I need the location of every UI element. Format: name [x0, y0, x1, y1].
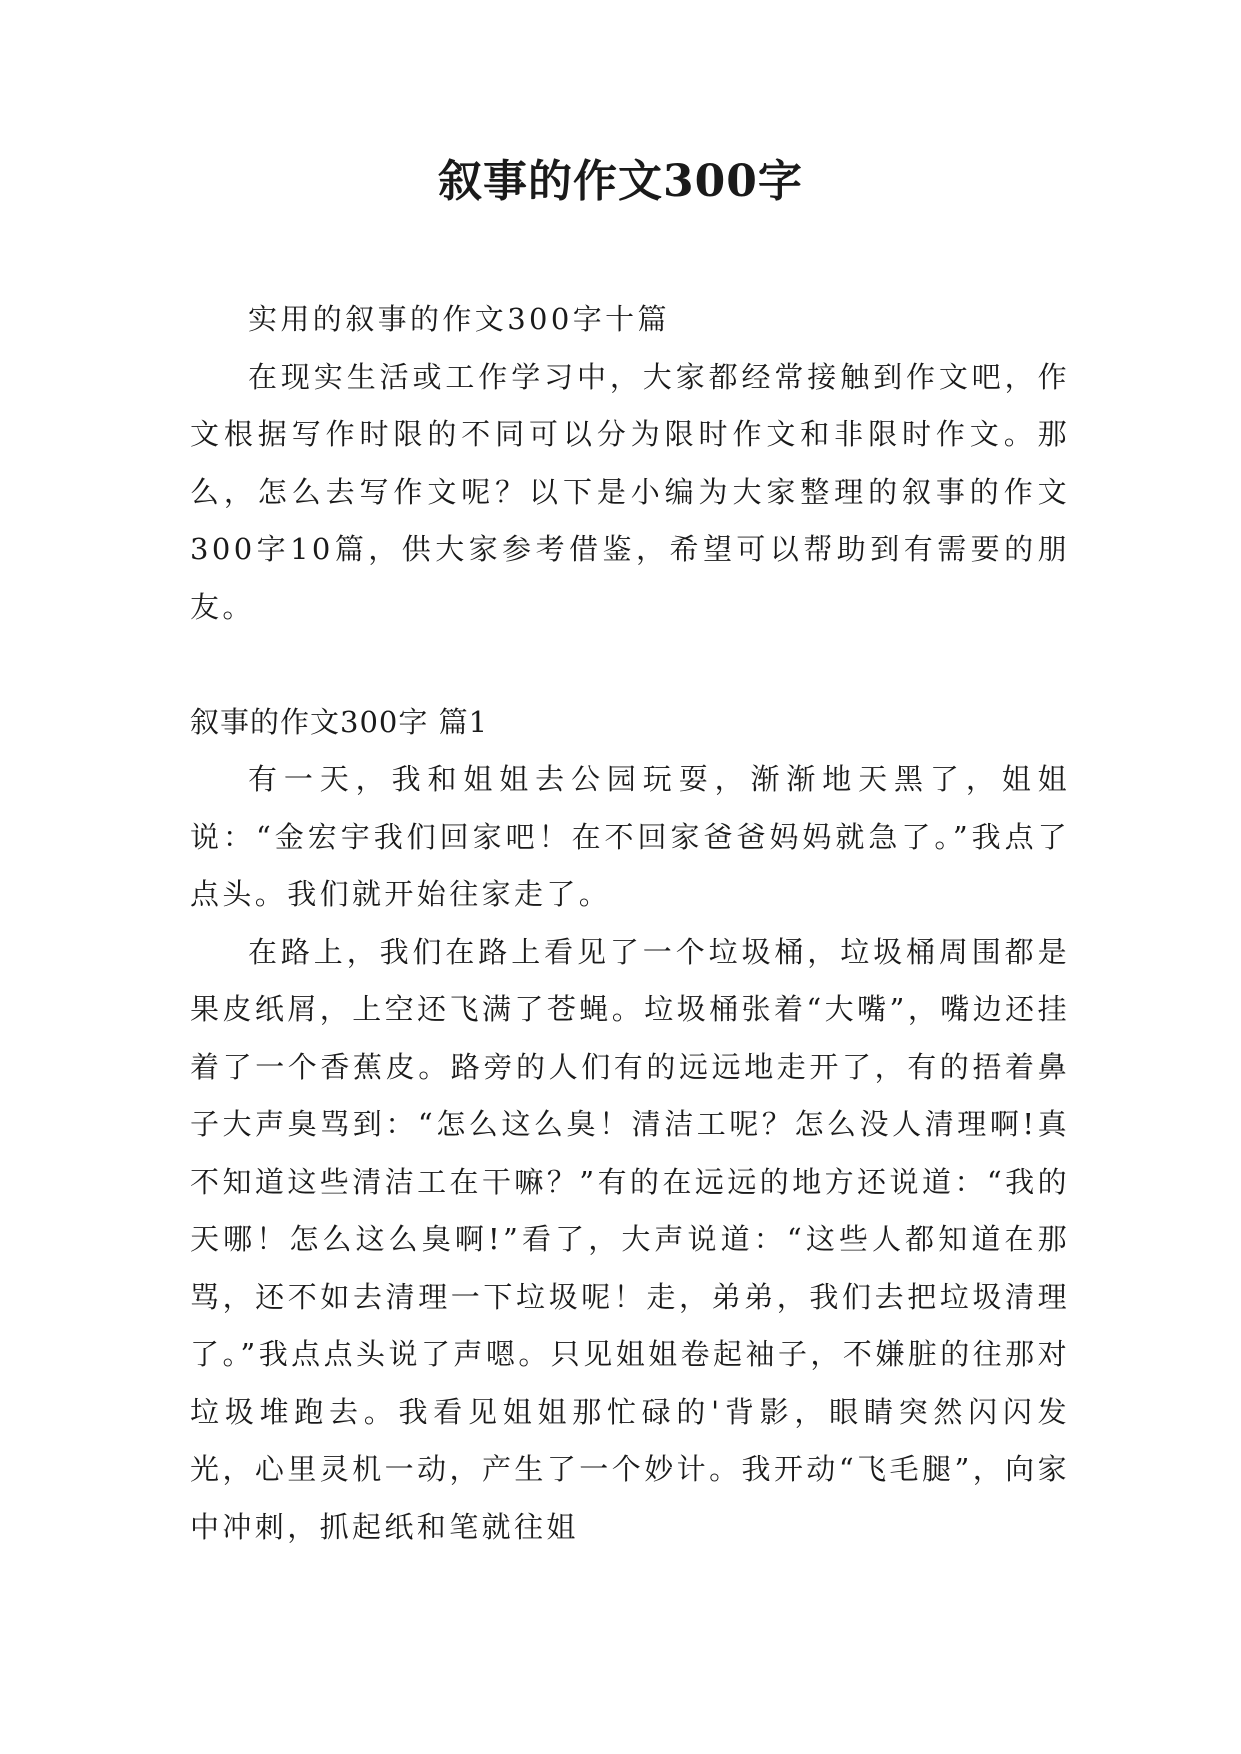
intro-paragraph: 在现实生活或工作学习中，大家都经常接触到作文吧，作文根据写作时限的不同可以分为限时作文和非限时作文。那么，怎么去写作文呢？以下是小编为大家整理的叙事的作文300字10篇，供大家参考借鉴，希望可以帮助到有需要的朋友。 [190, 359, 1070, 624]
section-spacer [190, 636, 1070, 694]
document-subtitle: 实用的叙事的作文300字十篇 [248, 302, 670, 336]
body-paragraph: 在路上，我们在路上看见了一个垃圾桶，垃圾桶周围都是果皮纸屑，上空还飞满了苍蝇。垃圾桶张着“大嘴”，嘴边还挂着了一个香蕉皮。路旁的人们有的远远地走开了，有的捂着鼻子大声臭骂到：“怎么这么臭！清洁工呢？怎么没人清理啊!真不知道这些清洁工在干嘛？”有的在远远的地方还说道：“我的天哪！怎么这么臭啊!”看了，大声说道：“这些人都知道在那骂，还不如去清理一下垃圾呢！走，弟弟，我们去把垃圾清理了。”我点点头说了声嗯。只见姐姐卷起袖子，不嫌脏的往那对垃圾堆跑去。我看见姐姐那忙碌的'背影，眼睛突然闪闪发光，心里灵机一动，产生了一个妙计。我开动“飞毛腿”，向家中冲刺，抓起纸和笔就往姐 [190, 934, 1070, 1544]
page-title: 叙事的作文300字 [438, 156, 803, 207]
section-heading: 叙事的作文300字 篇1 [190, 704, 489, 739]
body-paragraph: 有一天，我和姐姐去公园玩耍，渐渐地天黑了，姐姐说：“金宏宇我们回家吧！在不回家爸爸妈妈就急了。”我点了点头。我们就开始往家走了。 [190, 762, 1070, 911]
document-body [190, 291, 1070, 1556]
